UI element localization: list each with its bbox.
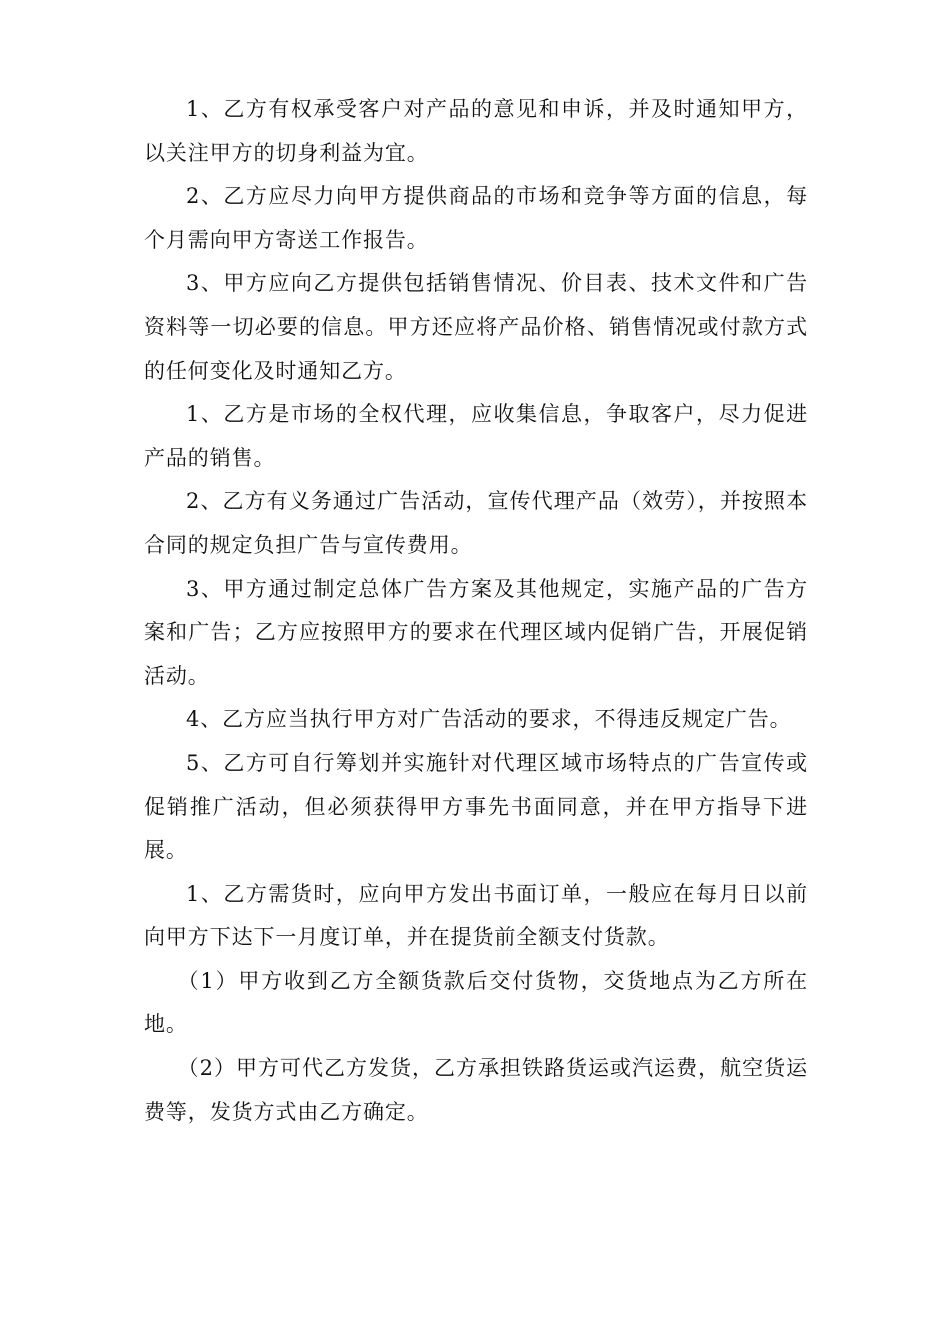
paragraph: 1、乙方是市场的全权代理，应收集信息，争取客户，尽力促进产品的销售。 xyxy=(144,402,808,470)
paragraph: （2）甲方可代乙方发货，乙方承担铁路货运或汽运费，航空货运费等，发货方式由乙方确定。 xyxy=(144,1056,808,1124)
paragraph: 3、甲方应向乙方提供包括销售情况、价目表、技术文件和广告资料等一切必要的信息。甲方还应将产品价格、销售情况或付款方式的任何变化及时通知乙方。 xyxy=(144,271,808,383)
paragraph: 2、乙方应尽力向甲方提供商品的市场和竞争等方面的信息，每个月需向甲方寄送工作报告。 xyxy=(144,184,808,252)
paragraph: 1、乙方需货时，应向甲方发出书面订单，一般应在每月日以前向甲方下达下一月度订单，并在提货前全额支付货款。 xyxy=(144,881,808,950)
paragraph: 3、甲方通过制定总体广告方案及其他规定，实施产品的广告方案和广告；乙方应按照甲方的要求在代理区域内促销广告，开展促销活动。 xyxy=(144,576,808,688)
document-body xyxy=(144,88,808,1134)
paragraph: 1、乙方有权承受客户对产品的意见和申诉，并及时通知甲方，以关注甲方的切身利益为宜。 xyxy=(144,97,808,165)
paragraph: 4、乙方应当执行甲方对广告活动的要求，不得违反规定广告。 xyxy=(186,707,792,732)
paragraph: 5、乙方可自行筹划并实施针对代理区域市场特点的广告宣传或促销推广活动，但必须获得甲方事先书面同意，并在甲方指导下进展。 xyxy=(144,750,808,863)
paragraph: 2、乙方有义务通过广告活动，宣传代理产品（效劳），并按照本合同的规定负担广告与宣传费用。 xyxy=(144,489,808,557)
paragraph: （1）甲方收到乙方全额货款后交付货物，交货地点为乙方所在地。 xyxy=(144,968,808,1037)
